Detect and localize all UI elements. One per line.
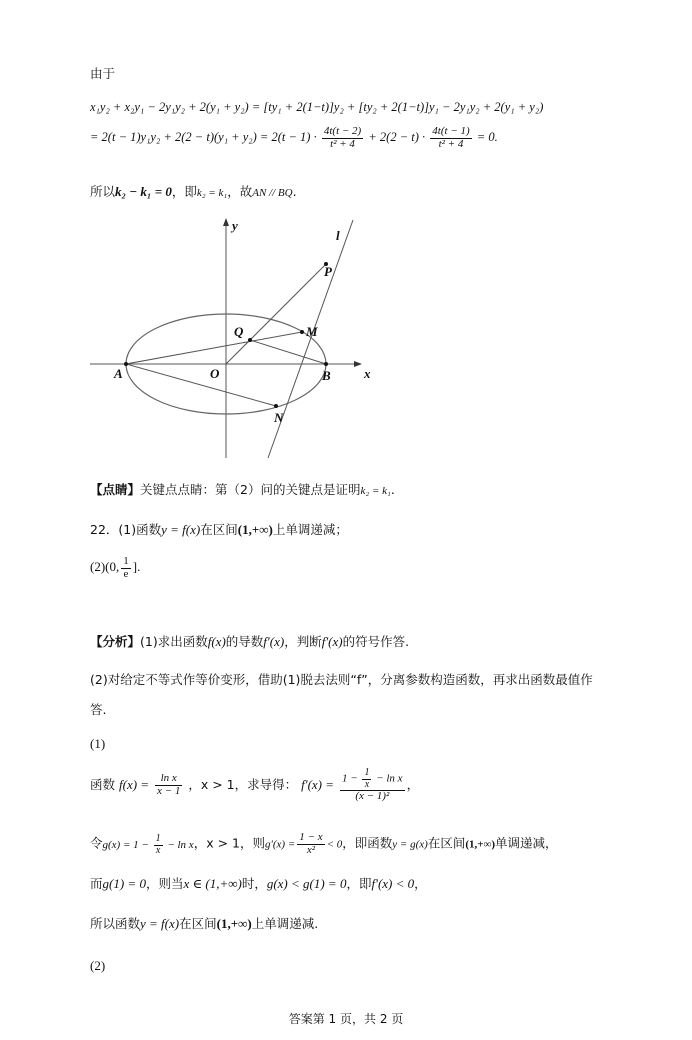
conclusion-end: . (292, 184, 297, 199)
ellipse-figure (80, 212, 390, 460)
eq2-fraction-2: $\frac{4t(t - 1)}{\text{t² + 4}}$ (432, 125, 470, 150)
equation-1: x₁y₂ + x₂y₁ − 2y₁y₂ + 2(y₁ + y₂) = [ty₁ + 2(1−t)]y₂ + [ty₂ + 2(1−t)]y₁ − 2y₁y₂ + 2(y₁ + y₂) (90, 100, 544, 114)
gp-lhs: g′(x) = (264, 838, 296, 851)
intro-text: 由于 (90, 66, 116, 81)
fenxi-text-3: ，判断 (284, 634, 322, 649)
g1-text: ，则当 (145, 876, 184, 891)
q22-end: 上单调递减； (272, 522, 348, 537)
fenxi-math-3: f′(x) (321, 634, 343, 649)
label-M: M (306, 324, 318, 339)
q22-interval: (1,+∞) (237, 522, 273, 537)
g1-line (90, 876, 427, 892)
label-A: A (114, 366, 123, 381)
point-N (274, 404, 278, 408)
label-B: B (322, 368, 331, 383)
eq2-mid: + 2(2 − t) · (368, 129, 426, 144)
fenxi-text-2: 的导数 (225, 634, 264, 649)
label-l: l (336, 228, 340, 243)
g-text-3: 在区间 (427, 835, 466, 851)
point-M (300, 330, 304, 334)
g-def-a: g(x) = 1 − (102, 838, 149, 851)
fenxi-line-3: 答. (90, 702, 107, 717)
g-interval: (1,+∞) (465, 838, 496, 851)
g-def-b: − ln x (167, 838, 194, 851)
fpx-fraction: 1 − $\frac{1}{x}$ − ln x (x − 1)² (342, 767, 403, 802)
g-text-4: 单调递减， (495, 835, 558, 851)
fx-derivative-line (90, 768, 419, 803)
point-A (124, 362, 128, 366)
gp-fraction: $\frac{1 - x}{\text{x²}}$ (299, 831, 323, 856)
fenxi-math-2: f′(x) (263, 634, 285, 649)
point-B (324, 362, 328, 366)
fenxi-text-4: 的符号作答. (342, 634, 410, 649)
conclusion-math-2: k₂ = k₁ (196, 187, 228, 199)
eq2-end: = 0. (476, 129, 498, 144)
g1-math-4: f′(x) < 0 (371, 876, 415, 891)
dianjing-math: k₂ = k₁ (360, 485, 391, 497)
g1-math: g(1) = 0 (102, 876, 146, 891)
q22-math: y = f(x) (161, 522, 201, 537)
part2-label: (2) (90, 958, 106, 973)
g1-prefix: 而 (90, 876, 103, 891)
g1-end: ， (414, 876, 427, 891)
conclusion-math-3: AN // BQ (252, 187, 293, 199)
eq2-start: = 2(t − 1)y₁y₂ + 2(2 − t)(y₁ + y₂) = 2(t − 1) · (90, 129, 317, 144)
y-axis-arrow (223, 218, 229, 226)
g1-text-3: ，即 (346, 876, 372, 891)
fx-condition: ，x > 1，求导得： (188, 776, 298, 792)
gx-line (90, 832, 558, 856)
so-mid: 在区间 (179, 916, 217, 931)
eq2-fraction-1: $\frac{4t(t - 2)}{\text{t² + 4}}$ (323, 125, 362, 150)
x-axis-arrow (354, 361, 362, 367)
conclusion-line (90, 184, 297, 201)
gp-rhs: < 0 (326, 838, 343, 851)
g-text-2: ，即函数 (342, 835, 393, 851)
g1-math-2: x ∈ (1,+∞) (183, 876, 242, 891)
label-O: O (210, 366, 220, 381)
q22-2-fraction: $\frac{1}{e}$ (123, 555, 129, 580)
segment-B-Q (250, 340, 326, 364)
q22-mid: 在区间 (200, 522, 238, 537)
dianjing-line (90, 482, 395, 499)
fenxi-math-1: f(x) (207, 634, 226, 649)
g-math-2: y = g(x) (392, 838, 428, 851)
conclusion-math-1: k₂ − k₁ = 0 (115, 184, 172, 199)
label-N: N (274, 410, 284, 425)
q22-part1-answer (90, 522, 348, 538)
label-y: y (232, 218, 238, 233)
g-condition: ，x > 1，则 (193, 835, 265, 851)
segment-A-N (126, 364, 276, 406)
g-def-fraction: $\frac{1}{x}$ (155, 833, 161, 856)
dianjing-label: 【点睛】 (90, 482, 141, 497)
conclusion-part1 (90, 916, 318, 932)
fx-fraction: $\frac{\text{ln x}}{x - 1}$ (157, 772, 181, 797)
q22-2-end: ]. (132, 559, 141, 575)
fenxi-label: 【分析】 (90, 634, 141, 649)
page-footer: 答案第 1 页，共 2 页 (288, 1012, 404, 1026)
equation-2 (90, 126, 498, 150)
fpx-end: ， (406, 776, 420, 792)
dianjing-end: . (390, 482, 395, 497)
so-end: 上单调递减. (251, 916, 319, 931)
q22-part2-answer (90, 556, 140, 580)
fenxi-line-2: (2)对给定不等式作等价变形，借助(1)脱去法则“f”，分离参数构造函数，再求出函数最值作 (90, 672, 593, 687)
fx-prefix: 函数 (90, 776, 116, 792)
label-Q: Q (234, 324, 244, 339)
q22-prefix: 22．(1)函数 (90, 522, 162, 537)
so-math: y = f(x) (140, 916, 180, 931)
label-x: x (364, 366, 371, 381)
conclusion-mid-2: ，故 (227, 184, 253, 199)
g1-text-2: 时， (241, 876, 267, 891)
conclusion-mid: ，即 (171, 184, 197, 199)
conclusion-prefix: 所以 (90, 184, 116, 199)
q22-2-prefix: (2)(0, (90, 559, 120, 575)
fenxi-line-1 (90, 634, 409, 650)
label-P: P (324, 264, 332, 279)
g-prefix: 令 (90, 835, 103, 851)
part1-label: (1) (90, 736, 106, 751)
so-interval: (1,+∞) (216, 916, 252, 931)
point-Q (248, 338, 252, 342)
fx-lhs: f(x) = (119, 776, 150, 792)
fpx-lhs: f′(x) = (301, 776, 335, 792)
so-prefix: 所以函数 (90, 916, 141, 931)
dianjing-text: 关键点点睛：第（2）问的关键点是证明 (140, 482, 361, 497)
fenxi-text-1: (1)求出函数 (140, 634, 208, 649)
g1-math-3: g(x) < g(1) = 0 (266, 876, 347, 891)
